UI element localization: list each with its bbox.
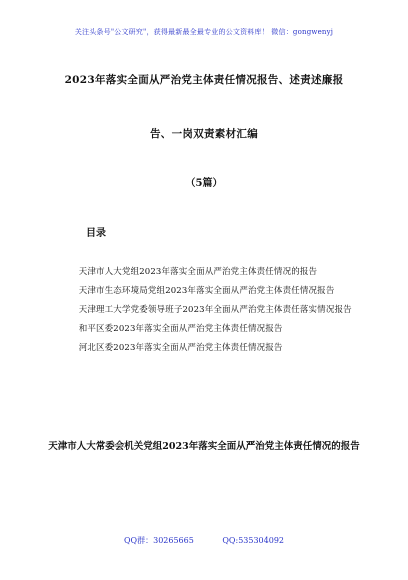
toc-item[interactable]: 天津市人大党组2023年落实全面从严治党主体责任情况的报告 xyxy=(78,267,318,277)
document-title-line-1: 2023年落实全面从严治党主体责任情况报告、述责述廉报 xyxy=(64,74,344,86)
header-promo-note: 关注头条号"公文研究"，获得最新最全最专业的公文资料库！ 微信：gongwenyj xyxy=(74,28,334,36)
toc-item[interactable]: 天津市生态环境局党组2023年落实全面从严治党主体责任情况报告 xyxy=(78,286,335,296)
footer-qq-group: QQ群：30265665 xyxy=(123,536,194,545)
table-of-contents xyxy=(60,264,360,359)
section-title: 天津市人大常委会机关党组2023年落实全面从严治党主体责任情况的报告 xyxy=(48,441,360,452)
toc-item[interactable]: 河北区委2023年落实全面从严治党主体责任情况报告 xyxy=(78,343,283,353)
document-article-count: （5篇） xyxy=(185,178,223,189)
document-title-line-2: 告、一岗双责素材汇编 xyxy=(150,128,258,140)
toc-item[interactable]: 天津理工大学党委领导班子2023年全面从严治党主体责任落实情况报告 xyxy=(78,305,352,315)
toc-item[interactable]: 和平区委2023年落实全面从严治党主体责任情况报告 xyxy=(78,324,283,334)
footer-contact xyxy=(0,535,408,546)
toc-heading: 目录 xyxy=(86,228,106,239)
footer-qq: QQ:535304092 xyxy=(222,536,284,545)
